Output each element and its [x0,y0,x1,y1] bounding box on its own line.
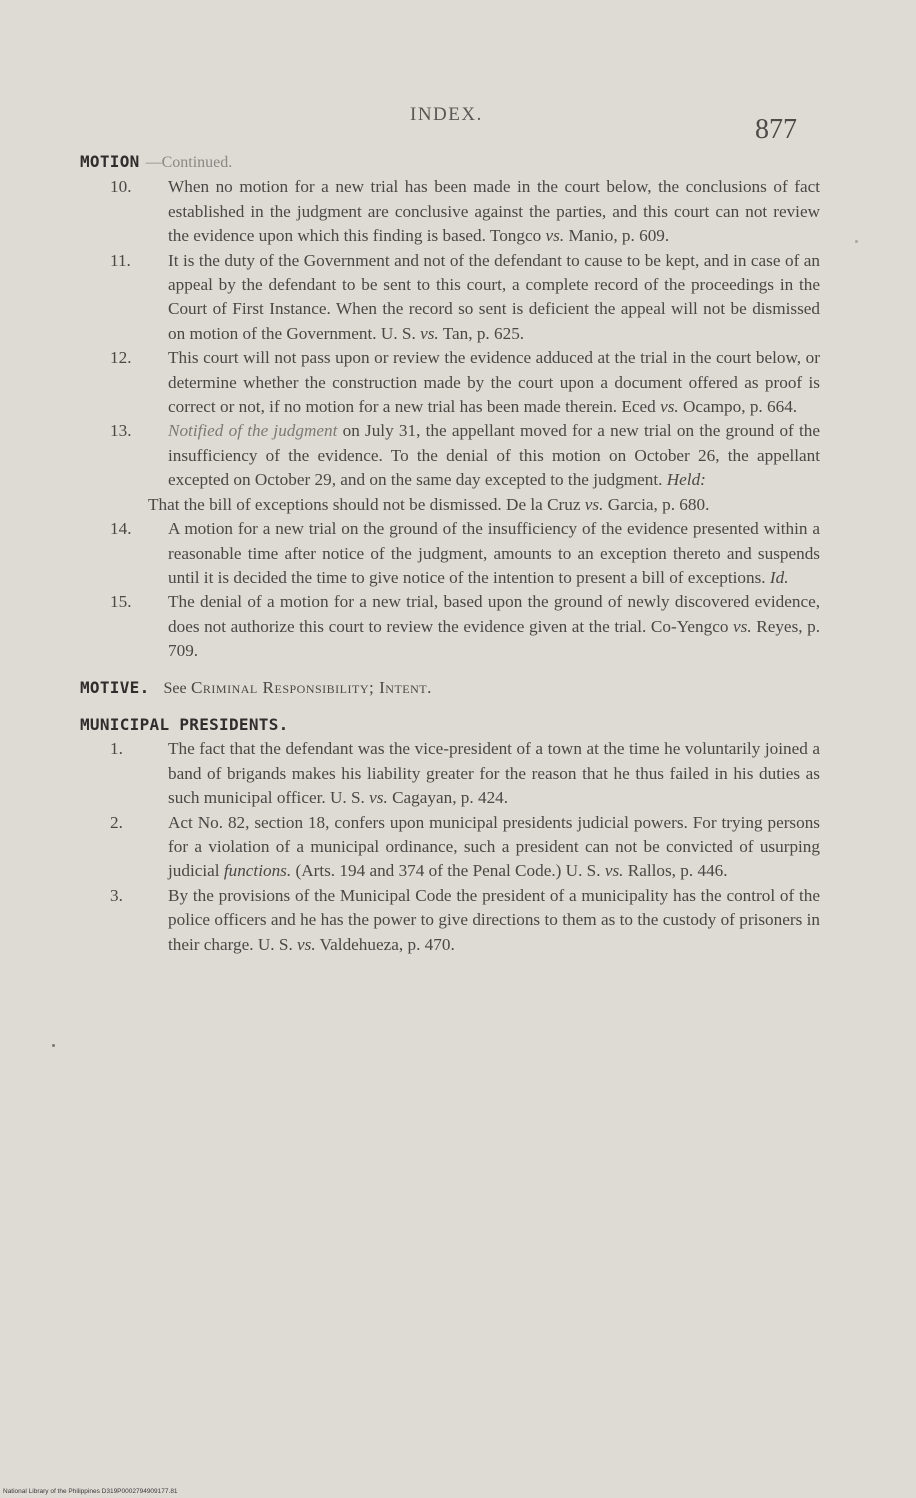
entry-number: 15. [110,592,132,612]
section-heading: MOTION [80,152,140,171]
index-entry [80,249,820,347]
citation-page: p. 470. [403,934,455,954]
entry-number: 3. [110,885,123,905]
citation-party: Tan, [442,323,473,343]
speck-mark [855,240,858,243]
citation-name: Eced [621,397,656,417]
section-heading: MUNICIPAL PRESIDENTS. [80,714,289,734]
entry-tail-text: (Arts. 194 and 374 of the Penal Code.) [291,861,562,881]
citation-page: p. 664. [745,397,798,417]
entry-number: 13. [110,421,132,441]
citation-party: Valdehueza, [319,934,404,954]
section-heading: MOTIVE. [80,677,150,697]
entry-text: A motion for a new trial on the ground of the insufficiency of the evidence presented within a reasonable time after notice of the judgment, amounts to an exception thereto and suspends until it is decided the time to give notice of the intention to present a bill of exceptions. [168,519,820,587]
entry-number: 1. [110,739,123,759]
entry-text: The fact that the defendant was the vice-president of a town at the time he voluntarily joined a band of brigands makes his liability greater for the reason that he thus failed in his duties as such municipal officer. [168,739,820,808]
entry-text: on July 31, the appellant moved for a new trial on the ground of the insufficiency of the evidence. To the denial of this motion on October 26, the appellant excepted on October 29, and on the same day excepted to the judgment. [168,421,820,490]
index-entry [80,811,820,884]
entry-lead-italic: Notified of the judgment [168,421,338,441]
citation-vs: vs. [369,788,388,808]
entry-tail-italic: functions. [223,861,292,881]
citation-vs: vs. [733,616,752,636]
citation-page: p. 709. [168,616,821,661]
citation-page: p. 625. [472,323,525,343]
entry-text: This court will not pass upon or review the evidence adduced at the trial in the court below, or determine whether the construction made by the court upon a document offered as proof is correct or not, if no motion for a new trial has been made therein. [168,348,820,417]
citation-party: Garcia, [607,494,658,514]
scan-footer: National Library of the Philippines D319P0002794909177.81 [3,1488,178,1495]
index-entry [80,884,820,957]
index-entry [80,175,820,248]
held-text: That the bill of exceptions should not be dismissed. [148,494,502,514]
entry-text: It is the duty of the Government and not of the defendant to cause to be kept, and in case of an appeal by the defendant to be sent to this court, a complete record of the proceedings in the Court of First Instance. When the record so sent is deficient the appeal will not be dismissed on motion of the Government. [168,250,820,343]
citation-party: Cagayan, [392,788,457,808]
citation-name: Co-Yengco [650,616,729,636]
running-head: INDEX. [410,104,483,125]
see-references: Criminal Responsibility; Intent. [190,677,432,697]
citation-name: Tongco [489,226,542,246]
citation-party: Rallos, [627,861,676,881]
entry-number: 14. [110,519,132,539]
section-municipal-presidents [80,713,820,957]
index-entry [80,737,820,810]
citation-page: , p. 609. [613,226,670,246]
citation-vs: vs. [420,323,439,343]
citation-vs: vs. [545,226,565,246]
citation-vs: vs. [604,861,624,881]
citation-name: U. S. [329,788,365,808]
index-entry [80,346,820,419]
index-entry [80,419,820,492]
citation-party: Reyes, [756,616,803,636]
section-motion [80,150,820,664]
continued-label: —Continued. [145,154,233,171]
page-number: 877 [755,114,797,145]
held-label: Held: [666,470,706,490]
citation-page: p. 680. [657,494,710,514]
citation-party: Manio [568,226,614,246]
citation-page: p. 424. [456,788,509,808]
entry-text: Act No. 82, section 18, confers upon municipal presidents judicial powers. For trying persons for a violation of a municipal ordinance, such a president can not be convicted of usurping judicial [168,812,820,881]
citation-vs: vs. [660,397,679,417]
citation-id: Id. [769,567,789,587]
entry-text: When no motion for a new trial has been made in the court below, the conclusions of fact established in the judgment are conclusive against the parties, and this court can not review the evidence upon which this finding is based. [168,177,820,246]
citation-vs: vs. [584,494,604,514]
citation-name: De la Cruz [506,494,581,514]
section-heading-line [80,150,820,175]
entry-number: 10. [110,177,132,197]
citation-name: U. S. [257,934,293,954]
entry-number: 2. [110,812,123,832]
citation-name: U. S. [380,323,416,343]
section-motive [80,676,820,701]
entry-text: The denial of a motion for a new trial, based upon the ground of newly discovered evidence, does not authorize this court to review the evidence given at the trial. [168,592,820,636]
index-entry [80,590,820,663]
citation-party: Ocampo, [682,397,746,417]
held-paragraph [80,493,820,517]
entry-number: 11. [110,250,131,270]
see-label: See [163,679,187,697]
speck-mark [52,1044,55,1047]
citation-vs: vs. [297,934,316,954]
index-content [80,150,820,957]
entry-text: By the provisions of the Municipal Code the president of a municipality has the control of the police officers and he has the power to give directions to them as to the custody of prisoners in their charge. [168,885,820,954]
citation-page: p. 446. [675,861,728,881]
index-entry [80,517,820,590]
citation-name: U. S. [565,861,601,881]
entry-number: 12. [110,348,132,368]
